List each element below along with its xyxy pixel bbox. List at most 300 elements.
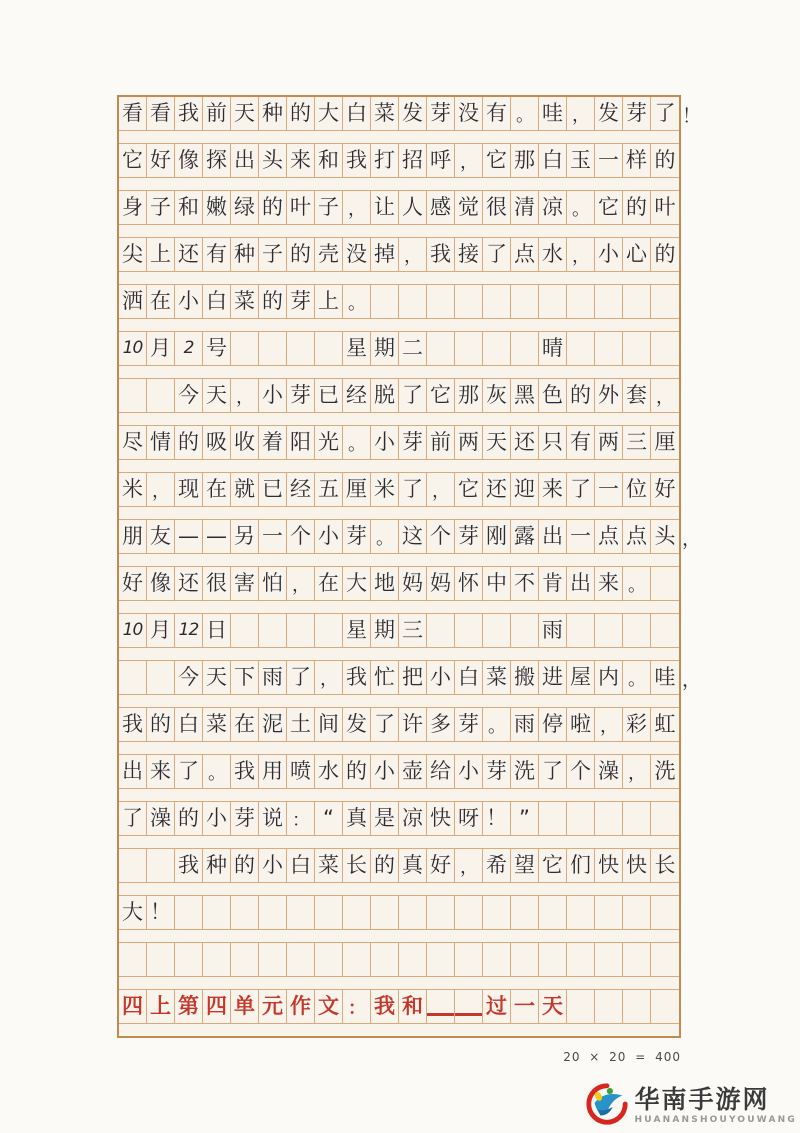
- grid-cell: ：: [287, 802, 315, 835]
- grid-cell: [455, 990, 483, 1023]
- grid-cell: 像: [147, 567, 175, 600]
- grid-cell: [119, 661, 147, 694]
- grid-cell: [623, 896, 651, 929]
- grid-cell: [343, 943, 371, 976]
- grid-cell: 二: [399, 332, 427, 365]
- grid-cell: [567, 990, 595, 1023]
- grid-row: [119, 191, 679, 238]
- grid-cell: 菜: [315, 849, 343, 882]
- grid-cell: 哇: [654, 665, 676, 689]
- grid-cell: [651, 990, 679, 1023]
- grid-cell: [651, 802, 679, 835]
- grid-row: [119, 332, 679, 379]
- grid-cell: 的: [654, 242, 676, 266]
- grid-cell: [427, 614, 455, 647]
- grid-cell: 了: [175, 755, 203, 788]
- grid-cell: 和: [315, 144, 343, 177]
- grid-cell: 两: [595, 426, 623, 459]
- grid-cell: 澡: [147, 802, 175, 835]
- grid-cell: 一: [595, 473, 623, 506]
- grid-row: [119, 896, 679, 943]
- grid-cell: [567, 896, 595, 929]
- grid-cell: [511, 896, 539, 929]
- grid-cell: 三: [623, 426, 651, 459]
- grid-cell: 白: [175, 708, 203, 741]
- grid-cell: 上: [147, 238, 175, 271]
- grid-cell: 大: [315, 97, 343, 130]
- grid-cell: 小: [259, 379, 287, 412]
- grid-cell: [455, 614, 483, 647]
- grid-cell: 不: [511, 567, 539, 600]
- grid-row: [119, 144, 679, 191]
- grid-cell: 露: [511, 520, 539, 553]
- grid-cell: [651, 332, 679, 365]
- grid-cell: 们: [567, 849, 595, 882]
- grid-cell: 快: [595, 849, 623, 882]
- grid-cell: 。: [623, 567, 651, 600]
- grid-cell: 好: [654, 477, 676, 501]
- grid-cell: [147, 849, 175, 882]
- grid-cell: 澡: [595, 755, 623, 788]
- grid-cell: [595, 802, 623, 835]
- grid-cell: 个: [427, 520, 455, 553]
- grid-cell: 外: [595, 379, 623, 412]
- grid-cell: 子: [147, 191, 175, 224]
- grid-cell: 刚: [483, 520, 511, 553]
- grid-cell: 芽: [455, 520, 483, 553]
- grid-cell: 我: [371, 990, 399, 1023]
- grid-cell: 它: [455, 473, 483, 506]
- grid-cell: [427, 896, 455, 929]
- grid-cell: 芽: [483, 755, 511, 788]
- grid-cell: 身: [119, 191, 147, 224]
- grid-cell: 的: [343, 755, 371, 788]
- grid-cell: 色: [539, 379, 567, 412]
- grid-cell: 。: [511, 97, 539, 130]
- grid-cell: 没: [343, 238, 371, 271]
- grid-cell: 土: [287, 708, 315, 741]
- grid-cell: 大: [119, 896, 147, 929]
- grid-cell: 快: [427, 802, 455, 835]
- grid-cell: 看: [147, 97, 175, 130]
- grid-cell: 吸: [203, 426, 231, 459]
- grid-cell: [539, 943, 567, 976]
- grid-cell: 清: [511, 191, 539, 224]
- grid-cell: 怀: [455, 567, 483, 600]
- grid-cell: 上: [147, 990, 175, 1023]
- grid-cell: 日: [203, 614, 231, 647]
- grid-cell: [595, 285, 623, 318]
- grid-cell: 叶: [287, 191, 315, 224]
- grid-cell: [483, 614, 511, 647]
- grid-cell: 望: [511, 849, 539, 882]
- grid-cell: 彩: [623, 708, 651, 741]
- grid-cell: 和: [399, 990, 427, 1023]
- grid-cell: 真: [343, 802, 371, 835]
- grid-cell: 小: [203, 802, 231, 835]
- grid-cell: 给: [427, 755, 455, 788]
- grid-cell: ，: [287, 567, 315, 600]
- grid-cell: 厘: [343, 473, 371, 506]
- grid-cell: [119, 379, 147, 412]
- grid-cell: 的: [623, 191, 651, 224]
- grid-row: [119, 990, 679, 1036]
- grid-cell: 出: [567, 567, 595, 600]
- grid-row: [119, 238, 679, 285]
- grid-cell: 凉: [539, 191, 567, 224]
- grid-cell: 还: [175, 238, 203, 271]
- grid-cell: 来: [287, 144, 315, 177]
- grid-cell: 来: [539, 473, 567, 506]
- grid-row: [119, 379, 679, 426]
- grid-cell: [567, 943, 595, 976]
- grid-cell: 种: [259, 97, 287, 130]
- grid-cell: 呼: [427, 144, 455, 177]
- grid-cell: [427, 943, 455, 976]
- grid-cell: [371, 896, 399, 929]
- grid-cell: 了: [567, 473, 595, 506]
- grid-cell: 个: [287, 520, 315, 553]
- grid-cell: 的: [654, 148, 676, 172]
- grid-cell: 子: [259, 238, 287, 271]
- grid-cell: 10: [119, 614, 147, 647]
- grid-cell: 小: [595, 238, 623, 271]
- grid-cell: 。: [483, 708, 511, 741]
- grid-cell: [231, 943, 259, 976]
- grid-row: [119, 97, 702, 144]
- grid-cell: 现: [175, 473, 203, 506]
- grid-cell: ，: [623, 755, 651, 788]
- grid-capacity-note: 20 × 20 = 400: [563, 1050, 681, 1064]
- grid-cell: 我: [175, 849, 203, 882]
- grid-cell: 屋: [567, 661, 595, 694]
- grid-row: [119, 802, 679, 849]
- grid-cell: 它: [119, 144, 147, 177]
- grid-cell: 天: [203, 661, 231, 694]
- grid-cell: 长: [343, 849, 371, 882]
- grid-cell: [623, 943, 651, 976]
- grid-cell: ！: [147, 896, 175, 929]
- grid-cell: 芽: [231, 802, 259, 835]
- grid-row: [119, 943, 679, 990]
- grid-row: [119, 285, 679, 332]
- hanging-punctuation: ！: [682, 104, 702, 127]
- grid-cell: [623, 614, 651, 647]
- grid-row: [119, 614, 679, 661]
- grid-cell: 地: [371, 567, 399, 600]
- grid-cell: 星: [343, 614, 371, 647]
- grid-cell: 来: [595, 567, 623, 600]
- grid-cell: [595, 990, 623, 1023]
- grid-cell: 一: [595, 144, 623, 177]
- grid-cell: 接: [455, 238, 483, 271]
- grid-cell: 嫩: [203, 191, 231, 224]
- grid-cell: 米: [119, 473, 147, 506]
- grid-cell: 内: [595, 661, 623, 694]
- grid-cell: [483, 285, 511, 318]
- grid-cell: 厘: [654, 430, 676, 454]
- grid-cell: 好: [427, 849, 455, 882]
- grid-cell: 了: [119, 802, 147, 835]
- grid-cell: 。: [567, 191, 595, 224]
- grid-cell: 希: [483, 849, 511, 882]
- grid-cell: 阳: [287, 426, 315, 459]
- grid-cell: 来: [147, 755, 175, 788]
- huanan-logo-icon: [584, 1081, 630, 1131]
- grid-cell: 经: [343, 379, 371, 412]
- grid-cell: 脱: [371, 379, 399, 412]
- grid-cell: 白: [203, 285, 231, 318]
- grid-cell: [623, 802, 651, 835]
- watermark-subtitle: HUANANSHOUYOUWANG: [634, 1115, 797, 1126]
- grid-cell: ：: [343, 990, 371, 1023]
- grid-cell: ，: [399, 238, 427, 271]
- grid-cell: [287, 896, 315, 929]
- grid-cell: 单: [231, 990, 259, 1023]
- grid-cell: 样: [623, 144, 651, 177]
- grid-cell: 收: [231, 426, 259, 459]
- grid-cell: [511, 943, 539, 976]
- grid-cell: 。: [343, 426, 371, 459]
- grid-cell: ，: [315, 661, 343, 694]
- grid-cell: 呀: [455, 802, 483, 835]
- grid-cell: 小: [315, 520, 343, 553]
- grid-cell: 很: [203, 567, 231, 600]
- grid-cell: [427, 285, 455, 318]
- grid-cell: 友: [147, 520, 175, 553]
- grid-cell: 快: [623, 849, 651, 882]
- grid-cell: 只: [539, 426, 567, 459]
- grid-cell: 。: [343, 285, 371, 318]
- grid-cell: 。: [371, 520, 399, 553]
- grid-cell: 在: [203, 473, 231, 506]
- grid-cell: 好: [119, 567, 147, 600]
- grid-cell: 洗: [511, 755, 539, 788]
- grid-cell: 像: [175, 144, 203, 177]
- grid-cell: 前: [427, 426, 455, 459]
- grid-cell: [483, 943, 511, 976]
- grid-cell: [651, 896, 679, 929]
- grid-cell: 米: [371, 473, 399, 506]
- grid-cell: 哇: [539, 97, 567, 130]
- grid-cell: —: [203, 520, 231, 553]
- grid-cell: 第: [175, 990, 203, 1023]
- grid-cell: 迎: [511, 473, 539, 506]
- grid-cell: 期: [371, 332, 399, 365]
- grid-cell: [595, 332, 623, 365]
- grid-cell: 心: [623, 238, 651, 271]
- grid-cell: 虹: [654, 712, 676, 736]
- grid-cell: 期: [371, 614, 399, 647]
- grid-cell: [455, 285, 483, 318]
- grid-row: [119, 661, 702, 708]
- grid-cell: [147, 379, 175, 412]
- grid-cell: 雨: [511, 708, 539, 741]
- grid-cell: ，: [656, 387, 674, 408]
- grid-cell: [623, 285, 651, 318]
- grid-cell: [119, 943, 147, 976]
- grid-cell: 大: [343, 567, 371, 600]
- grid-cell: 我: [175, 97, 203, 130]
- grid-cell: 白: [539, 144, 567, 177]
- grid-cell: 黑: [511, 379, 539, 412]
- grid-cell: 搬: [511, 661, 539, 694]
- grid-cell: 文: [315, 990, 343, 1023]
- grid-cell: [455, 943, 483, 976]
- grid-cell: [399, 285, 427, 318]
- grid-cell: 了: [399, 379, 427, 412]
- grid-cell: 这: [399, 520, 427, 553]
- grid-cell: 种: [231, 238, 259, 271]
- grid-cell: 芽: [399, 426, 427, 459]
- grid-cell: 一: [567, 520, 595, 553]
- grid-cell: 在: [315, 567, 343, 600]
- grid-cell: 月: [147, 614, 175, 647]
- grid-cell: 小: [371, 426, 399, 459]
- grid-cell: ”: [511, 802, 539, 835]
- grid-cell: [651, 567, 679, 600]
- grid-cell: 天: [203, 379, 231, 412]
- grid-cell: [287, 614, 315, 647]
- grid-cell: 那: [511, 144, 539, 177]
- grid-cell: 的: [567, 379, 595, 412]
- grid-cell: 天: [231, 97, 259, 130]
- grid-cell: 朋: [119, 520, 147, 553]
- grid-cell: 它: [539, 849, 567, 882]
- grid-cell: ，: [231, 379, 259, 412]
- grid-cell: 。: [623, 661, 651, 694]
- grid-cell: ，: [567, 238, 595, 271]
- watermark-title: 华南手游网: [634, 1084, 770, 1114]
- grid-cell: [259, 332, 287, 365]
- grid-cell: 上: [315, 285, 343, 318]
- grid-cell: 探: [203, 144, 231, 177]
- grid-cell: 作: [287, 990, 315, 1023]
- grid-cell: 前: [203, 97, 231, 130]
- grid-cell: 号: [203, 332, 231, 365]
- grid-row: [119, 567, 679, 614]
- grid-cell: 觉: [455, 191, 483, 224]
- grid-cell: ！: [483, 802, 511, 835]
- grid-cell: 在: [231, 708, 259, 741]
- grid-cell: 它: [595, 191, 623, 224]
- grid-cell: 人: [399, 191, 427, 224]
- grid-cell: 的: [259, 191, 287, 224]
- grid-cell: [315, 943, 343, 976]
- grid-cell: 。: [203, 755, 231, 788]
- grid-cell: 我: [343, 661, 371, 694]
- grid-cell: [567, 614, 595, 647]
- grid-cell: [511, 332, 539, 365]
- grid-cell: 出: [231, 144, 259, 177]
- grid-cell: 真: [399, 849, 427, 882]
- grid-cell: 2: [175, 332, 203, 365]
- grid-cell: 的: [175, 802, 203, 835]
- grid-cell: 了: [483, 238, 511, 271]
- grid-cell: [567, 285, 595, 318]
- grid-cell: 壶: [399, 755, 427, 788]
- grid-cell: 喷: [287, 755, 315, 788]
- grid-cell: 10: [119, 332, 147, 365]
- grid-cell: 天: [483, 426, 511, 459]
- grid-cell: [567, 802, 595, 835]
- grid-cell: 套: [623, 379, 651, 412]
- grid-cell: 两: [455, 426, 483, 459]
- grid-cell: 个: [567, 755, 595, 788]
- grid-cell: 情: [147, 426, 175, 459]
- grid-cell: 的: [231, 849, 259, 882]
- grid-cell: 把: [399, 661, 427, 694]
- grid-cell: 尽: [119, 426, 147, 459]
- grid-cell: 泥: [259, 708, 287, 741]
- grid-cell: [371, 943, 399, 976]
- grid-cell: [203, 896, 231, 929]
- grid-cell: 了: [539, 755, 567, 788]
- grid-cell: [287, 943, 315, 976]
- grid-cell: 在: [147, 285, 175, 318]
- grid-cell: [455, 332, 483, 365]
- grid-row: [119, 755, 679, 802]
- grid-cell: 许: [399, 708, 427, 741]
- grid-cell: 点: [511, 238, 539, 271]
- grid-cell: [483, 332, 511, 365]
- grid-cell: 没: [455, 97, 483, 130]
- grid-cell: 天: [539, 990, 567, 1023]
- grid-cell: [315, 896, 343, 929]
- grid-row: [119, 849, 679, 896]
- grid-cell: 打: [371, 144, 399, 177]
- grid-cell: 水: [539, 238, 567, 271]
- grid-cell: [511, 614, 539, 647]
- grid-cell: 间: [315, 708, 343, 741]
- grid-cell: 菜: [231, 285, 259, 318]
- grid-cell: 菜: [203, 708, 231, 741]
- grid-cell: 今: [175, 661, 203, 694]
- grid-cell: 用: [259, 755, 287, 788]
- grid-cell: 点: [623, 520, 651, 553]
- grid-cell: 出: [539, 520, 567, 553]
- grid-cell: 叶: [654, 195, 676, 219]
- grid-cell: [371, 285, 399, 318]
- grid-cell: 雨: [539, 614, 567, 647]
- grid-cell: 尖: [119, 238, 147, 271]
- grid-cell: 的: [287, 238, 315, 271]
- grid-cell: [427, 990, 455, 1023]
- grid-cell: 小: [175, 285, 203, 318]
- grid-cell: 了: [287, 661, 315, 694]
- grid-cell: [651, 943, 679, 976]
- grid-cell: —: [175, 520, 203, 553]
- grid-cell: 芽: [343, 520, 371, 553]
- grid-cell: 进: [539, 661, 567, 694]
- grid-cell: ，: [343, 191, 371, 224]
- grid-cell: [595, 943, 623, 976]
- grid-cell: 长: [654, 853, 676, 877]
- grid-cell: 另: [231, 520, 259, 553]
- grid-cell: 小: [259, 849, 287, 882]
- grid-row: [119, 708, 679, 755]
- grid-cell: 我: [427, 238, 455, 271]
- grid-cell: 白: [287, 849, 315, 882]
- grid-cell: ，: [455, 144, 483, 177]
- grid-cell: [259, 614, 287, 647]
- grid-cell: ，: [567, 97, 595, 130]
- grid-cell: 芽: [287, 379, 315, 412]
- grid-cell: 的: [287, 97, 315, 130]
- grid-cell: ，: [147, 473, 175, 506]
- grid-cell: [399, 943, 427, 976]
- grid-cell: 经: [287, 473, 315, 506]
